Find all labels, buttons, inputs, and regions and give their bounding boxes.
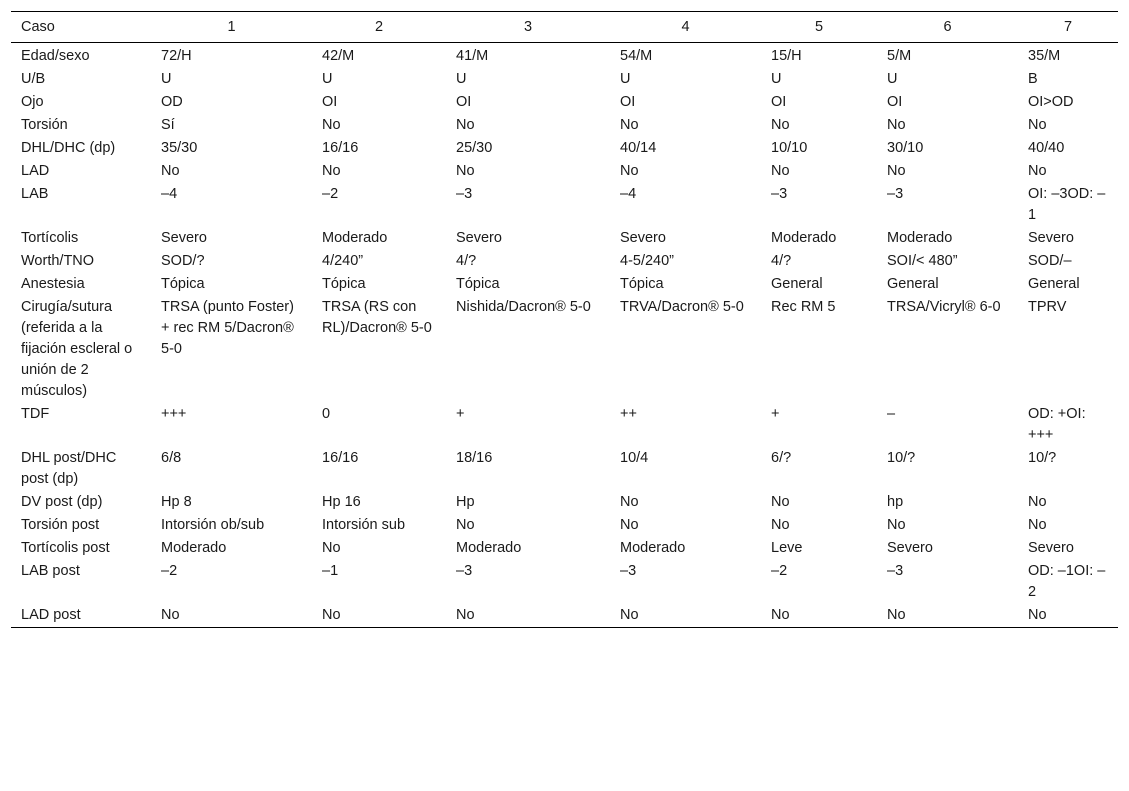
row-label-cell: Anestesia bbox=[21, 276, 85, 292]
table-cell: No bbox=[1028, 117, 1047, 133]
table-cell: 72/H bbox=[161, 48, 192, 64]
row-label-cell: Ojo bbox=[21, 94, 44, 110]
row-label-cell: Torsión bbox=[21, 117, 68, 133]
table-cell: 10/? bbox=[1028, 450, 1057, 466]
table-cell: Severo bbox=[887, 540, 933, 556]
row-label-cell: Tortícolis bbox=[21, 230, 79, 246]
table-cell: Moderado bbox=[456, 540, 522, 556]
table-cell: No bbox=[771, 607, 790, 623]
table-cell: TRSA (RS con RL)/Dacron® 5-0 bbox=[322, 299, 432, 336]
table-cell: –3 bbox=[456, 186, 473, 202]
table-cell: 35/M bbox=[1028, 48, 1061, 64]
table-cell: General bbox=[771, 276, 823, 292]
clinical-cases-table bbox=[11, 11, 1118, 628]
table-cell: TRSA (punto Foster) + rec RM 5/Dacron® 5-0 bbox=[161, 299, 294, 357]
table-row bbox=[11, 447, 1118, 491]
table-cell: 4-5/240” bbox=[620, 253, 675, 269]
table-cell: SOI/< 480” bbox=[887, 253, 958, 269]
table-row bbox=[11, 296, 1118, 403]
header-cell-case-3: 3 bbox=[523, 18, 533, 35]
table-container bbox=[11, 11, 1118, 628]
table-cell: 0 bbox=[322, 406, 331, 422]
table-cell: 10/? bbox=[887, 450, 916, 466]
table-cell: ++ bbox=[620, 406, 637, 422]
table-cell: Intorsión ob/sub bbox=[161, 517, 265, 533]
row-label-cell: DHL/DHC (dp) bbox=[21, 140, 116, 156]
table-cell: 16/16 bbox=[322, 140, 359, 156]
table-cell: Tópica bbox=[161, 276, 205, 292]
table-cell: No bbox=[771, 517, 790, 533]
table-cell: No bbox=[1028, 163, 1047, 179]
table-cell: Sí bbox=[161, 117, 175, 133]
table-cell: No bbox=[887, 607, 906, 623]
table-cell: No bbox=[456, 517, 475, 533]
table-cell: No bbox=[456, 163, 475, 179]
table-body bbox=[11, 43, 1118, 628]
row-label-cell: Worth/TNO bbox=[21, 253, 95, 269]
row-label-cell: TDF bbox=[21, 406, 50, 422]
table-cell: 25/30 bbox=[456, 140, 493, 156]
table-cell: No bbox=[887, 163, 906, 179]
table-cell: OI bbox=[771, 94, 787, 110]
table-cell: No bbox=[620, 607, 639, 623]
table-row bbox=[11, 514, 1118, 537]
table-cell: Severo bbox=[1028, 230, 1074, 246]
table-cell: OI bbox=[456, 94, 472, 110]
header-row bbox=[11, 12, 1118, 43]
table-cell: Moderado bbox=[322, 230, 388, 246]
table-cell: Moderado bbox=[620, 540, 686, 556]
table-row bbox=[11, 560, 1118, 604]
table-cell: Nishida/Dacron® 5-0 bbox=[456, 299, 591, 315]
header-cell-case-1: 1 bbox=[227, 18, 236, 35]
table-cell: OD: +OI: +++ bbox=[1028, 406, 1086, 443]
table-cell: 10/4 bbox=[620, 450, 649, 466]
table-cell: U bbox=[456, 71, 467, 87]
row-label-cell: Tortícolis post bbox=[21, 540, 110, 556]
table-row bbox=[11, 273, 1118, 296]
table-cell: –3 bbox=[771, 186, 788, 202]
row-label-cell: LAB bbox=[21, 186, 49, 202]
table-cell: No bbox=[620, 117, 639, 133]
table-cell: No bbox=[322, 607, 341, 623]
table-cell: No bbox=[887, 517, 906, 533]
table-cell: Intorsión sub bbox=[322, 517, 406, 533]
table-cell: 6/? bbox=[771, 450, 792, 466]
table-cell: 10/10 bbox=[771, 140, 808, 156]
table-cell: –4 bbox=[161, 186, 178, 202]
table-cell: No bbox=[322, 163, 341, 179]
table-cell: –4 bbox=[620, 186, 637, 202]
table-row bbox=[11, 160, 1118, 183]
table-cell: U bbox=[620, 71, 631, 87]
table-cell: 42/M bbox=[322, 48, 355, 64]
table-row bbox=[11, 137, 1118, 160]
table-cell: 40/14 bbox=[620, 140, 657, 156]
row-label-cell: LAD post bbox=[21, 607, 81, 623]
header-cell-case-6: 6 bbox=[943, 18, 952, 35]
table-cell: Hp 8 bbox=[161, 494, 192, 510]
header-cell-case-4: 4 bbox=[681, 18, 690, 35]
table-cell: 6/8 bbox=[161, 450, 182, 466]
table-row bbox=[11, 491, 1118, 514]
table-cell: No bbox=[322, 540, 341, 556]
table-cell: OD bbox=[161, 94, 183, 110]
table-cell: No bbox=[771, 117, 790, 133]
table-cell: Tópica bbox=[456, 276, 500, 292]
header-cell-case-7: 7 bbox=[1063, 18, 1073, 35]
table-cell: hp bbox=[887, 494, 904, 510]
table-cell: No bbox=[456, 117, 475, 133]
table-cell: –1 bbox=[322, 563, 339, 579]
table-cell: + bbox=[771, 406, 780, 422]
table-cell: –2 bbox=[771, 563, 788, 579]
table-cell: 4/? bbox=[456, 253, 477, 269]
header-cell-case-5: 5 bbox=[814, 18, 824, 35]
table-cell: Severo bbox=[1028, 540, 1074, 556]
table-cell: Moderado bbox=[161, 540, 227, 556]
table-cell: Moderado bbox=[887, 230, 953, 246]
table-cell: Severo bbox=[620, 230, 666, 246]
table-row bbox=[11, 43, 1118, 69]
table-cell: –3 bbox=[620, 563, 637, 579]
table-cell: 5/M bbox=[887, 48, 912, 64]
table-row bbox=[11, 250, 1118, 273]
table-row bbox=[11, 403, 1118, 447]
table-cell: 35/30 bbox=[161, 140, 198, 156]
table-cell: No bbox=[771, 163, 790, 179]
table-cell: B bbox=[1028, 71, 1038, 87]
table-row bbox=[11, 183, 1118, 227]
table-cell: –2 bbox=[161, 563, 178, 579]
row-label-cell: Torsión post bbox=[21, 517, 100, 533]
table-cell: U bbox=[161, 71, 172, 87]
row-label-cell: Edad/sexo bbox=[21, 48, 90, 64]
table-cell: OI bbox=[620, 94, 636, 110]
table-cell: Tópica bbox=[620, 276, 664, 292]
table-cell: Hp 16 bbox=[322, 494, 361, 510]
row-label-cell: Cirugía/sutura (referida a la fijación escleral o unión de 2 músculos) bbox=[21, 299, 133, 399]
table-cell: Moderado bbox=[771, 230, 837, 246]
table-cell: General bbox=[887, 276, 939, 292]
row-label-cell: DHL post/DHC post (dp) bbox=[21, 450, 117, 487]
table-cell: No bbox=[887, 117, 906, 133]
table-cell: No bbox=[1028, 607, 1047, 623]
table-cell: U bbox=[771, 71, 782, 87]
table-cell: 41/M bbox=[456, 48, 489, 64]
table-cell: TPRV bbox=[1028, 299, 1067, 315]
table-cell: 4/240” bbox=[322, 253, 364, 269]
table-cell: 4/? bbox=[771, 253, 792, 269]
table-cell: OD: –1OI: –2 bbox=[1028, 563, 1106, 600]
table-row bbox=[11, 227, 1118, 250]
table-cell: Tópica bbox=[322, 276, 366, 292]
table-cell: Severo bbox=[456, 230, 502, 246]
table-cell: No bbox=[620, 517, 639, 533]
table-cell: 30/10 bbox=[887, 140, 924, 156]
table-cell: +++ bbox=[161, 406, 187, 422]
table-cell: OI: –3OD: –1 bbox=[1028, 186, 1106, 223]
table-cell: –3 bbox=[887, 563, 904, 579]
row-label-cell: LAB post bbox=[21, 563, 80, 579]
table-cell: No bbox=[771, 494, 790, 510]
table-cell: No bbox=[456, 607, 475, 623]
table-cell: Rec RM 5 bbox=[771, 299, 836, 315]
table-cell: OI>OD bbox=[1028, 94, 1074, 110]
table-cell: No bbox=[620, 494, 639, 510]
table-cell: 18/16 bbox=[456, 450, 493, 466]
table-row bbox=[11, 114, 1118, 137]
table-cell: No bbox=[1028, 494, 1047, 510]
table-row bbox=[11, 68, 1118, 91]
row-label-cell: U/B bbox=[21, 71, 46, 87]
table-cell: –3 bbox=[456, 563, 473, 579]
table-cell: TRVA/Dacron® 5-0 bbox=[620, 299, 744, 315]
table-row bbox=[11, 604, 1118, 628]
row-label-cell: DV post (dp) bbox=[21, 494, 103, 510]
header-cell-caso: Caso bbox=[21, 18, 55, 35]
table-cell: General bbox=[1028, 276, 1080, 292]
table-cell: No bbox=[322, 117, 341, 133]
table-cell: 16/16 bbox=[322, 450, 359, 466]
table-cell: No bbox=[161, 607, 180, 623]
header-cell-case-2: 2 bbox=[374, 18, 384, 35]
table-cell: SOD/– bbox=[1028, 253, 1072, 269]
table-cell: SOD/? bbox=[161, 253, 205, 269]
table-cell: –3 bbox=[887, 186, 904, 202]
table-cell: –2 bbox=[322, 186, 339, 202]
table-cell: 40/40 bbox=[1028, 140, 1065, 156]
table-cell: 54/M bbox=[620, 48, 653, 64]
table-cell: OI bbox=[887, 94, 903, 110]
table-cell: U bbox=[887, 71, 898, 87]
table-cell: OI bbox=[322, 94, 338, 110]
table-cell: – bbox=[887, 406, 896, 422]
table-cell: TRSA/Vicryl® 6-0 bbox=[887, 299, 1001, 315]
table-cell: No bbox=[161, 163, 180, 179]
table-cell: Severo bbox=[161, 230, 207, 246]
row-label-cell: LAD bbox=[21, 163, 50, 179]
table-cell: + bbox=[456, 406, 465, 422]
table-cell: Leve bbox=[771, 540, 803, 556]
table-cell: No bbox=[1028, 517, 1047, 533]
table-row bbox=[11, 91, 1118, 114]
table-cell: 15/H bbox=[771, 48, 802, 64]
table-cell: No bbox=[620, 163, 639, 179]
table-cell: U bbox=[322, 71, 333, 87]
table-cell: Hp bbox=[456, 494, 475, 510]
table-row bbox=[11, 537, 1118, 560]
